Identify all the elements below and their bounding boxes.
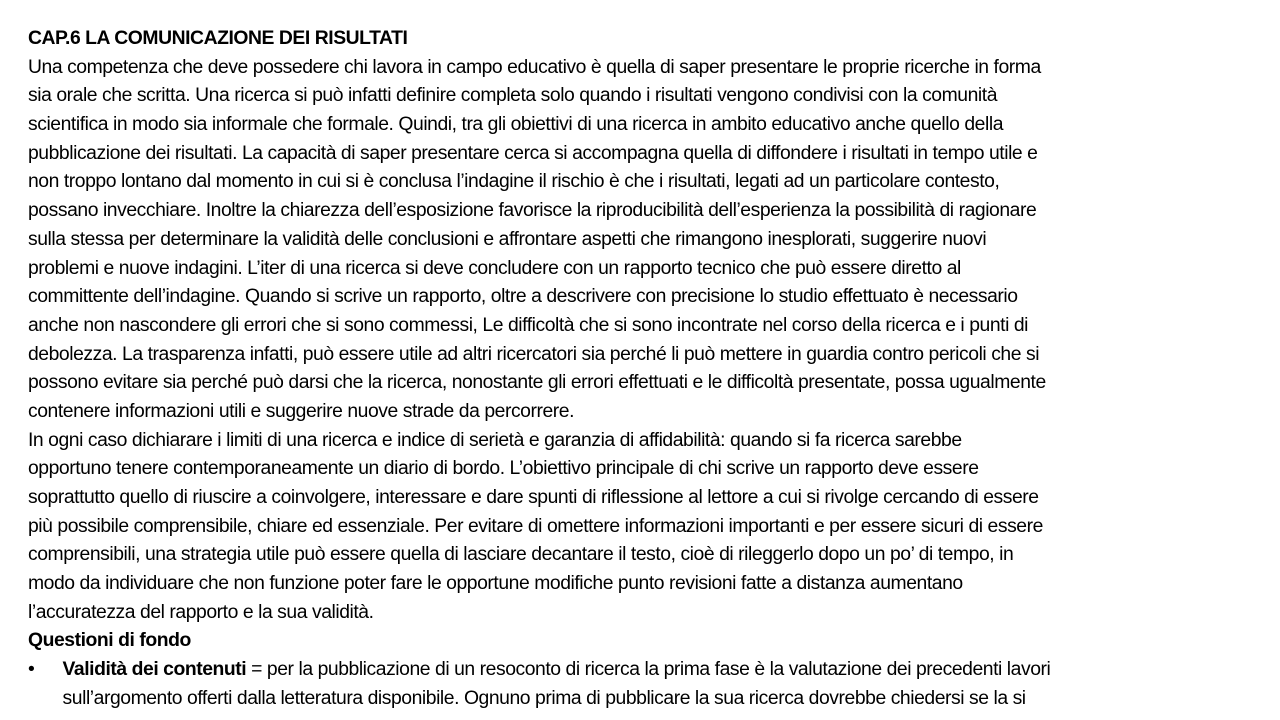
paragraph-1 <box>28 53 1268 426</box>
text-line: pubblicazione dei risultati. La capacità di saper presentare cerca si accompagna quella di diffondere i risultati in tempo utile e <box>28 141 1038 164</box>
text-line: soprattutto quello di riuscire a coinvolgere, interessare e dare spunti di riflessione al lettore a cui si rivolge cercando di essere <box>28 486 1039 508</box>
text-line: sulla stessa per determinare la validità delle conclusioni e affrontare aspetti che rimangono inesplorati, suggerire nuovi <box>28 227 987 250</box>
bullet-item <box>28 655 1252 684</box>
text-line: non troppo lontano dal momento in cui si è conclusa l’indagine il rischio è che i risultati, legati ad un particolare contesto, <box>28 170 1000 193</box>
text-line: comprensibili, una strategia utile può essere quella di lasciare decantare il testo, cioè di rileggerlo dopo un po’ di tempo, in <box>28 543 1014 566</box>
text-line: possono evitare sia perché può darsi che la ricerca, nonostante gli errori effettuati e le difficoltà presentate, possa ugualmente <box>28 371 1046 394</box>
text-line: problemi e nuove indagini. L’iter di una ricerca si deve concludere con un rapporto tecnico che può essere diretto al <box>28 256 961 279</box>
chapter-title: CAP.6 LA COMUNICAZIONE DEI RISULTATI <box>28 27 408 49</box>
subheading: Questioni di fondo <box>28 629 191 652</box>
text-line: In ogni caso dichiarare i limiti di una ricerca e indice di serietà e garanzia di affidabilità: quando si fa ricerca sarebbe <box>28 428 962 451</box>
text-line: committente dell’indagine. Quando si scrive un rapporto, oltre a descrivere con precisione lo studio effettuato è necessario <box>28 285 1018 308</box>
bullet-icon: • <box>28 658 35 681</box>
text-line: opportuno tenere contemporaneamente un diario di bordo. L’obiettivo principale di chi scrive un rapporto deve essere <box>28 457 979 480</box>
text-line: più possibile comprensibile, chiare ed essenziale. Per evitare di omettere informazioni importanti e per essere sicuri di essere <box>28 514 1043 537</box>
paragraph-2 <box>28 426 1268 627</box>
text-line: possano invecchiare. Inoltre la chiarezza dell’esposizione favorisce la riproducibilità dell’esperienza la possibilità di ragionare <box>28 199 1037 222</box>
bullet-text: = per la pubblicazione di un resoconto di ricerca la prima fase è la valutazione dei precedenti lavori <box>246 658 1051 681</box>
text-line: Una competenza che deve possedere chi lavora in campo educativo è quella di saper presentare le proprie ricerche in forma <box>28 55 1041 78</box>
text-line: contenere informazioni utili e suggerire nuove strade da percorrere. <box>28 399 575 422</box>
document-body <box>28 24 1268 713</box>
bullet-continuation: sull’argomento offerti dalla letteratura disponibile. Ognuno prima di pubblicare la sua ricerca dovrebbe chiedersi se la si <box>62 686 1026 709</box>
text-line: modo da individuare che non funzione poter fare le opportune modifiche punto revisioni fatte a distanza aumentano <box>28 572 963 595</box>
bullet-term: Validità dei contenuti <box>62 658 247 681</box>
text-line: debolezza. La trasparenza infatti, può essere utile ad altri ricercatori sia perché li può mettere in guardia contro pericoli che si <box>28 342 1040 365</box>
text-line: scientifica in modo sia informale che formale. Quindi, tra gli obiettivi di una ricerca in ambito educativo anche quello della <box>28 113 1004 136</box>
text-line: sia orale che scritta. Una ricerca si può infatti definire completa solo quando i risultati vengono condivisi con la comunità <box>28 84 998 107</box>
text-line: l’accuratezza del rapporto e la sua validità. <box>28 600 374 623</box>
text-line: anche non nascondere gli errori che si sono commessi, Le difficoltà che si sono incontrate nel corso della ricerca e i punti di <box>28 313 1029 336</box>
